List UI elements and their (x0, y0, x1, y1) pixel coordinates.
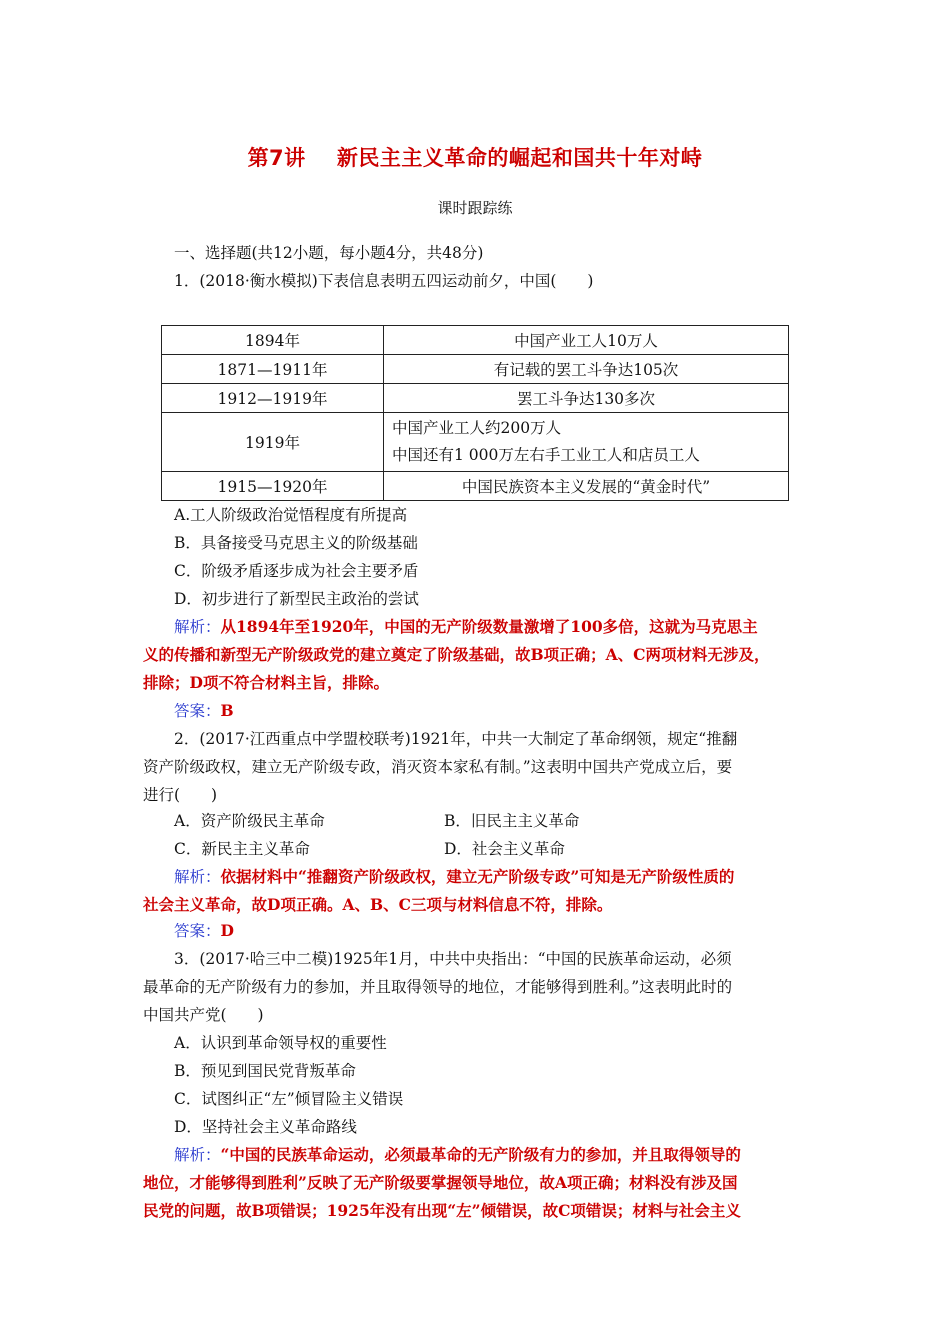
table-cell-info (384, 413, 789, 472)
analysis-label: 解析： (174, 868, 221, 886)
q2-analysis-line: 社会主义革命，故D项正确。A、B、C三项与材料信息不符，排除。 (143, 895, 613, 914)
q2-stem-line: 进行( ) (143, 786, 218, 804)
q2-options-row (174, 811, 774, 831)
q2-answer: 答案：D (174, 921, 234, 940)
q3-option-a: A．认识到革命领导权的重要性 (174, 1034, 387, 1052)
table-row (162, 384, 789, 413)
q2-option-d: D．社会主义革命 (444, 840, 565, 858)
analysis-label: 解析： (174, 618, 221, 636)
q1-analysis-line: 排除；D项不符合材料主旨，排除。 (143, 673, 389, 692)
q2-stem-line: 2．(2017·江西重点中学盟校联考)1921年，中共一大制定了革命纲领，规定“推翻 (174, 730, 738, 748)
page-subtitle: 课时跟踪练 (437, 199, 513, 217)
analysis-label: 解析： (174, 1146, 221, 1164)
table-row (162, 472, 789, 501)
q3-option-c: C．试图纠正“左”倾冒险主义错误 (174, 1090, 404, 1108)
table-cell-year: 1915—1920年 (162, 472, 384, 501)
q1-analysis-line: 解析：从1894年至1920年，中国的无产阶级数量激增了100多倍，这就为马克思主 (174, 617, 758, 636)
answer-label: 答案： (174, 922, 221, 940)
table-cell-line: 中国还有1 000万左右手工业工人和店员工人 (392, 446, 700, 464)
table-cell-line: 中国产业工人约200万人 (392, 419, 562, 437)
q3-stem-line: 最革命的无产阶级有力的参加，并且取得领导的地位，才能够得到胜利。”这表明此时的 (143, 978, 733, 996)
page-title: 第7讲 新民主主义革命的崛起和国共十年对峙 (247, 146, 703, 170)
q1-stem: 1．(2018·衡水模拟)下表信息表明五四运动前夕，中国( ) (174, 272, 594, 290)
table-cell-info: 中国民族资本主义发展的“黄金时代” (384, 472, 789, 501)
q3-option-b: B．预见到国民党背叛革命 (174, 1062, 356, 1080)
table-cell-year: 1919年 (162, 413, 384, 472)
table-cell-info: 罢工斗争达130多次 (384, 384, 789, 413)
q1-answer: 答案：B (174, 701, 234, 720)
q3-analysis-line: 地位，才能够得到胜利”反映了无产阶级要掌握领导地位，故A项正确；材料没有涉及国 (143, 1173, 738, 1192)
q1-option-a: A.工人阶级政治觉悟程度有所提高 (174, 506, 408, 524)
table-row (162, 355, 789, 384)
section-heading: 一、选择题(共12小题，每小题4分，共48分) (174, 244, 484, 262)
q2-option-b: B．旧民主主义革命 (444, 812, 580, 830)
q2-option-c: C．新民主主义革命 (174, 840, 310, 858)
table-cell-year: 1912—1919年 (162, 384, 384, 413)
table-row (162, 413, 789, 472)
q2-stem-line: 资产阶级政权，建立无产阶级专政，消灭资本家私有制。”这表明中国共产党成立后，要 (143, 758, 733, 776)
q3-analysis-line: 民党的问题，故B项错误；1925年没有出现“左”倾错误，故C项错误；材料与社会主义 (143, 1201, 741, 1220)
q1-option-b: B．具备接受马克思主义的阶级基础 (174, 534, 418, 552)
table-cell-info: 有记载的罢工斗争达105次 (384, 355, 789, 384)
q2-analysis-line: 解析：依据材料中“推翻资产阶级政权，建立无产阶级专政”可知是无产阶级性质的 (174, 867, 735, 886)
q1-table (161, 325, 789, 501)
table-cell-year: 1871—1911年 (162, 355, 384, 384)
q1-option-d: D．初步进行了新型民主政治的尝试 (174, 590, 419, 608)
q2-option-a: A．资产阶级民主革命 (174, 812, 325, 830)
table-cell-year: 1894年 (162, 326, 384, 355)
table-row (162, 326, 789, 355)
q2-options-row (174, 839, 774, 859)
q3-option-d: D．坚持社会主义革命路线 (174, 1118, 357, 1136)
answer-label: 答案： (174, 702, 221, 720)
q3-stem-line: 中国共产党( ) (143, 1006, 264, 1024)
q1-option-c: C．阶级矛盾逐步成为社会主要矛盾 (174, 562, 419, 580)
table-cell-info: 中国产业工人10万人 (384, 326, 789, 355)
q3-analysis-line: 解析：“中国的民族革命运动，必须最革命的无产阶级有力的参加，并且取得领导的 (174, 1145, 741, 1164)
q1-analysis-line: 义的传播和新型无产阶级政党的建立奠定了阶级基础，故B项正确；A、C两项材料无涉及， (143, 645, 770, 664)
q3-stem-line: 3．(2017·哈三中二模)1925年1月，中共中央指出：“中国的民族革命运动，必须 (174, 950, 732, 968)
